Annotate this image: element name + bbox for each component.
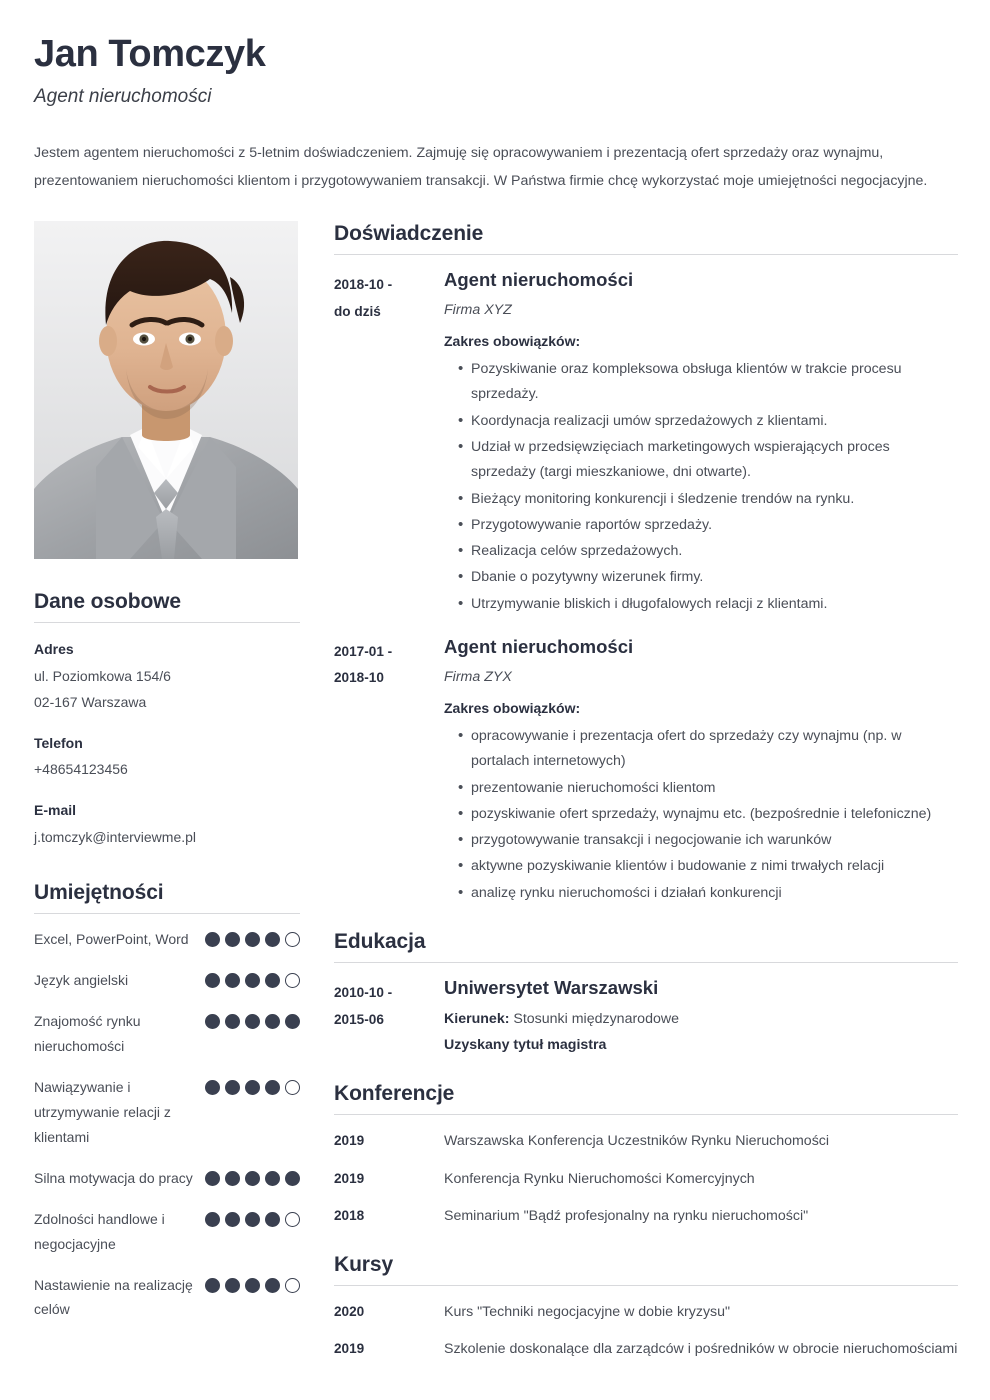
rating-dot-empty	[285, 1212, 300, 1227]
experience-date-range	[334, 635, 444, 692]
email-label: E-mail	[34, 802, 77, 819]
rating-dot-filled	[285, 1171, 300, 1186]
course-row-text: Kurs "Techniki negocjacyjne w dobie kryzysu"	[444, 1303, 731, 1320]
phone-value: +48654123456	[34, 761, 128, 778]
experience-bullet: • przygotowywanie transakcji i negocjowanie ich warunków	[458, 828, 958, 853]
experience-list	[334, 268, 958, 907]
date-from: 2010-10 -	[334, 985, 393, 1001]
skill-rating	[205, 968, 300, 988]
experience-responsibilities-label: Zakres obowiązków:	[444, 332, 581, 349]
experience-bullet: • Udział w przedsięwzięciach marketingowych wspierających proces sprzedaży (targi mieszkaniowe, dni otwarte).	[458, 435, 958, 486]
rating-dot-filled	[265, 1278, 280, 1293]
experience-bullet: • pozyskiwanie ofert sprzedaży, wynajmu etc. (bezpośrednie i telefoniczne)	[458, 802, 958, 827]
course-row-year: 2020	[334, 1303, 365, 1319]
address-line-1: ul. Poziomkowa 154/6	[34, 667, 171, 684]
experience-date-range	[334, 268, 444, 325]
conference-row-text: Konferencja Rynku Nieruchomości Komercyjnych	[444, 1170, 755, 1187]
education-field-label: Kierunek:	[444, 1011, 510, 1028]
course-row-year: 2019	[334, 1341, 365, 1357]
experience-responsibilities-label: Zakres obowiązków:	[444, 699, 581, 716]
skill-label: Silna motywacja do pracy	[34, 1169, 193, 1186]
personal-details-title: Dane osobowe	[34, 589, 181, 613]
rating-dot-empty	[285, 1080, 300, 1095]
education-school: Uniwersytet Warszawski	[444, 977, 659, 999]
course-row	[334, 1299, 958, 1326]
education-details	[444, 976, 958, 1059]
skill-rating	[205, 1273, 300, 1293]
rating-dot-filled	[205, 1171, 220, 1186]
course-row	[334, 1336, 958, 1363]
skill-row	[34, 1075, 300, 1150]
left-column	[34, 221, 300, 1323]
section-divider	[334, 1285, 958, 1286]
experience-bullet: • Przygotowywanie raportów sprzedaży.	[458, 513, 958, 538]
section-divider	[334, 254, 958, 255]
conferences-title: Konferencje	[334, 1081, 455, 1105]
skill-row	[34, 1207, 300, 1257]
personal-details-section	[34, 589, 300, 850]
experience-bullet: • aktywne pozyskiwanie klientów i budowanie z nimi trwałych relacji	[458, 854, 958, 879]
skill-row	[34, 1273, 300, 1323]
rating-dot-filled	[205, 1278, 220, 1293]
section-divider	[34, 913, 300, 914]
rating-dot-filled	[225, 1212, 240, 1227]
avatar	[34, 221, 298, 559]
rating-dot-filled	[265, 1171, 280, 1186]
right-column	[334, 221, 958, 1363]
skill-rating	[205, 1075, 300, 1095]
rating-dot-filled	[205, 1014, 220, 1029]
personal-detail-group-address	[34, 636, 300, 716]
rating-dot-filled	[225, 932, 240, 947]
date-from: 2018-10 -	[334, 277, 393, 293]
section-divider	[34, 622, 300, 623]
rating-dot-filled	[225, 1014, 240, 1029]
rating-dot-filled	[225, 1171, 240, 1186]
skill-label: Nawiązywanie i utrzymywanie relacji z klientami	[34, 1079, 171, 1145]
phone-label: Telefon	[34, 734, 83, 751]
conference-row	[334, 1166, 958, 1193]
conference-row-year: 2019	[334, 1170, 365, 1186]
education-entry	[334, 976, 958, 1059]
conferences-list	[334, 1128, 958, 1230]
job-title-subtitle: Agent nieruchomości	[34, 85, 212, 107]
rating-dot-filled	[265, 932, 280, 947]
date-to: 2015-06	[334, 1011, 384, 1027]
rating-dot-filled	[265, 1080, 280, 1095]
rating-dot-filled	[245, 932, 260, 947]
skill-rating	[205, 1207, 300, 1227]
rating-dot-filled	[245, 1212, 260, 1227]
education-field-line	[444, 1007, 958, 1033]
skill-rating	[205, 1009, 300, 1029]
conferences-section	[334, 1081, 958, 1230]
address-label: Adres	[34, 641, 74, 658]
experience-title: Doświadczenie	[334, 221, 484, 245]
rating-dot-filled	[225, 1278, 240, 1293]
personal-detail-group-email	[34, 797, 300, 850]
rating-dot-filled	[205, 1080, 220, 1095]
experience-company: Firma XYZ	[444, 302, 512, 319]
conference-row-text: Seminarium "Bądź profesjonalny na rynku nieruchomości"	[444, 1208, 809, 1225]
personal-detail-group-phone	[34, 730, 300, 783]
experience-bullet: • analizę rynku nieruchomości i działań konkurencji	[458, 881, 958, 906]
rating-dot-filled	[245, 973, 260, 988]
skill-label: Nastawienie na realizację celów	[34, 1276, 193, 1318]
experience-entry	[334, 635, 958, 907]
course-row-text: Szkolenie doskonalące dla zarządców i pośredników w obrocie nieruchomościami	[444, 1341, 958, 1358]
conference-row	[334, 1128, 958, 1155]
experience-bullet: • Utrzymywanie bliskich i długofalowych relacji z klientami.	[458, 592, 958, 617]
date-to: do dziś	[334, 303, 381, 319]
skill-row	[34, 1009, 300, 1059]
rating-dot-empty	[285, 1278, 300, 1293]
experience-details	[444, 268, 958, 618]
experience-job-title: Agent nieruchomości	[444, 269, 634, 291]
conference-row	[334, 1203, 958, 1230]
experience-bullet: • opracowywanie i prezentacja ofert do sprzedaży czy wynajmu (np. w portalach internetowych)	[458, 724, 958, 775]
rating-dot-filled	[225, 973, 240, 988]
skill-rating	[205, 1166, 300, 1186]
rating-dot-filled	[265, 973, 280, 988]
rating-dot-filled	[205, 973, 220, 988]
experience-bullet: • Bieżący monitoring konkurencji i śledzenie trendów na rynku.	[458, 487, 958, 512]
rating-dot-filled	[245, 1171, 260, 1186]
rating-dot-filled	[265, 1212, 280, 1227]
skill-row	[34, 927, 300, 952]
section-divider	[334, 1114, 958, 1115]
skills-list	[34, 927, 300, 1322]
experience-details	[444, 635, 958, 907]
rating-dot-filled	[265, 1014, 280, 1029]
skill-rating	[205, 927, 300, 947]
rating-dot-empty	[285, 932, 300, 947]
skill-label: Język angielski	[34, 972, 129, 989]
education-list	[334, 976, 958, 1059]
experience-bullet-list	[444, 357, 958, 617]
experience-job-title: Agent nieruchomości	[444, 635, 634, 657]
skill-label: Znajomość rynku nieruchomości	[34, 1013, 141, 1055]
courses-title: Kursy	[334, 1252, 394, 1276]
experience-bullet: • Pozyskiwanie oraz kompleksowa obsługa klientów w trakcie procesu sprzedaży.	[458, 357, 958, 408]
skill-row	[34, 968, 300, 993]
rating-dot-filled	[205, 1212, 220, 1227]
rating-dot-empty	[285, 973, 300, 988]
experience-bullet: • Koordynacja realizacji umów sprzedażowych z klientami.	[458, 409, 958, 434]
experience-section	[334, 221, 958, 907]
conference-row-text: Warszawska Konferencja Uczestników Rynku Nieruchomości	[444, 1133, 830, 1150]
portrait-photo-icon	[34, 221, 298, 559]
experience-bullet: • Realizacja celów sprzedażowych.	[458, 539, 958, 564]
education-field-value: Stosunki międzynarodowe	[509, 1011, 679, 1028]
skill-label: Excel, PowerPoint, Word	[34, 931, 189, 948]
date-from: 2017-01 -	[334, 643, 393, 659]
education-degree: Uzyskany tytuł magistra	[444, 1037, 607, 1054]
rating-dot-filled	[245, 1080, 260, 1095]
page-title: Jan Tomczyk	[34, 33, 266, 75]
section-divider	[334, 962, 958, 963]
professional-summary: Jestem agentem nieruchomości z 5-letnim doświadczeniem. Zajmuję się opracowywaniem i prezentacją ofert sprzedaży oraz wynajmu, prezentowaniem nieruchomości klientom i przygotowywaniem transakcji. W Państwa firmie chcę wykorzystać moje umiejętności negocjacyjne.	[34, 144, 928, 189]
experience-bullet: • Dbanie o pozytywny wizerunek firmy.	[458, 565, 958, 590]
address-line-2: 02-167 Warszawa	[34, 694, 147, 711]
rating-dot-filled	[285, 1014, 300, 1029]
cv-body	[34, 221, 958, 1363]
rating-dot-filled	[245, 1014, 260, 1029]
education-section	[334, 929, 958, 1059]
experience-company: Firma ZYX	[444, 668, 512, 685]
courses-section	[334, 1252, 958, 1363]
date-to: 2018-10	[334, 670, 384, 686]
experience-bullet-list	[444, 724, 958, 906]
skill-row	[34, 1166, 300, 1191]
skill-label: Zdolności handlowe i negocjacyjne	[34, 1210, 165, 1252]
conference-row-year: 2018	[334, 1208, 365, 1224]
rating-dot-filled	[225, 1080, 240, 1095]
education-date-range	[334, 976, 444, 1033]
email-value: j.tomczyk@interviewme.pl	[34, 828, 197, 845]
rating-dot-filled	[245, 1278, 260, 1293]
experience-bullet: • prezentowanie nieruchomości klientom	[458, 776, 958, 801]
cv-header	[34, 34, 958, 109]
skills-title: Umiejętności	[34, 881, 164, 905]
courses-list	[334, 1299, 958, 1363]
experience-entry	[334, 268, 958, 618]
rating-dot-filled	[205, 932, 220, 947]
conference-row-year: 2019	[334, 1133, 365, 1149]
skills-section	[34, 880, 300, 1322]
education-title: Edukacja	[334, 930, 426, 953]
